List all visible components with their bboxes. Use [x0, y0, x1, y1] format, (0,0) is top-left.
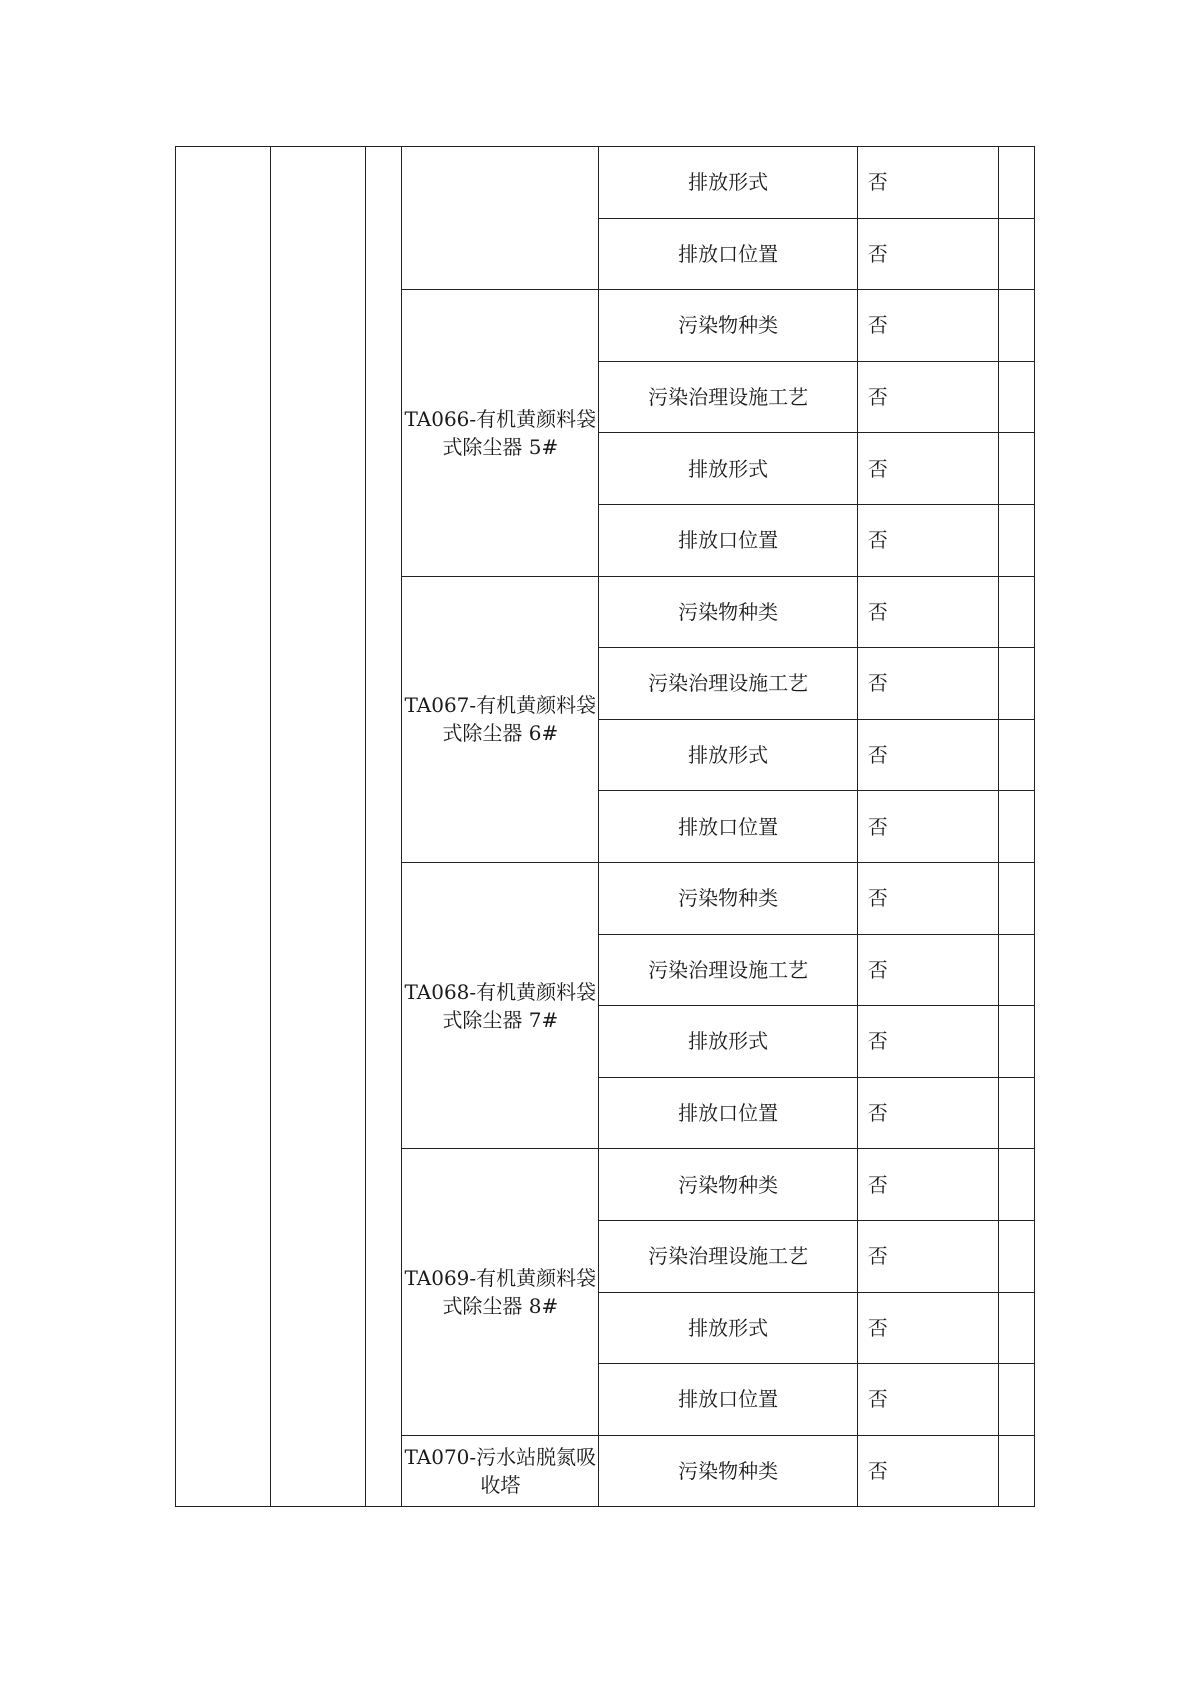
change-item-cell: 污染治理设施工艺 — [599, 1220, 857, 1292]
equipment-cell — [402, 147, 599, 290]
change-value-cell: 否 — [857, 1435, 998, 1507]
change-item-cell: 污染治理设施工艺 — [599, 361, 857, 433]
remark-cell — [998, 1220, 1034, 1292]
change-item-cell: 排放形式 — [599, 719, 857, 791]
change-item-cell: 排放形式 — [599, 1006, 857, 1078]
change-item-cell: 污染治理设施工艺 — [599, 648, 857, 720]
change-item-cell: 排放形式 — [599, 1292, 857, 1364]
change-value-cell: 否 — [857, 648, 998, 720]
change-item-cell: 污染物种类 — [599, 1149, 857, 1221]
change-value-cell: 否 — [857, 290, 998, 362]
change-value-cell: 否 — [857, 504, 998, 576]
change-items-table — [175, 146, 1035, 1507]
change-value-cell: 否 — [857, 218, 998, 290]
change-value-cell: 否 — [857, 1077, 998, 1149]
change-item-cell: 排放形式 — [599, 147, 857, 219]
remark-cell — [998, 1077, 1034, 1149]
remark-cell — [998, 1149, 1034, 1221]
remark-cell — [998, 719, 1034, 791]
change-value-cell: 否 — [857, 1364, 998, 1436]
remark-cell — [998, 1292, 1034, 1364]
remark-cell — [998, 1364, 1034, 1436]
remark-cell — [998, 147, 1034, 219]
change-item-cell: 污染物种类 — [599, 290, 857, 362]
change-value-cell: 否 — [857, 1220, 998, 1292]
change-value-cell: 否 — [857, 1006, 998, 1078]
equipment-cell: TA066-有机黄颜料袋式除尘器 5# — [402, 290, 599, 576]
change-item-cell: 排放形式 — [599, 433, 857, 505]
change-item-cell: 污染治理设施工艺 — [599, 934, 857, 1006]
remark-cell — [998, 862, 1034, 934]
change-value-cell: 否 — [857, 433, 998, 505]
change-item-cell: 排放口位置 — [599, 1364, 857, 1436]
equipment-cell: TA068-有机黄颜料袋式除尘器 7# — [402, 862, 599, 1148]
remark-cell — [998, 1435, 1034, 1507]
change-item-cell: 污染物种类 — [599, 1435, 857, 1507]
change-item-cell: 排放口位置 — [599, 791, 857, 863]
remark-cell — [998, 934, 1034, 1006]
remark-cell — [998, 648, 1034, 720]
equipment-cell: TA067-有机黄颜料袋式除尘器 6# — [402, 576, 599, 862]
remark-cell — [998, 504, 1034, 576]
remark-cell — [998, 433, 1034, 505]
change-item-cell: 排放口位置 — [599, 218, 857, 290]
change-item-cell: 排放口位置 — [599, 1077, 857, 1149]
equipment-cell: TA069-有机黄颜料袋式除尘器 8# — [402, 1149, 599, 1435]
subcategory-cell — [271, 147, 366, 1507]
remark-cell — [998, 218, 1034, 290]
index-cell — [366, 147, 402, 1507]
category-cell — [176, 147, 271, 1507]
table-body — [176, 147, 1035, 1507]
change-item-cell: 污染物种类 — [599, 576, 857, 648]
change-value-cell: 否 — [857, 719, 998, 791]
remark-cell — [998, 361, 1034, 433]
remark-cell — [998, 290, 1034, 362]
change-value-cell: 否 — [857, 862, 998, 934]
table-row — [176, 147, 1035, 219]
remark-cell — [998, 791, 1034, 863]
change-item-cell: 污染物种类 — [599, 862, 857, 934]
change-value-cell: 否 — [857, 934, 998, 1006]
remark-cell — [998, 576, 1034, 648]
remark-cell — [998, 1006, 1034, 1078]
change-item-cell: 排放口位置 — [599, 504, 857, 576]
change-value-cell: 否 — [857, 791, 998, 863]
change-value-cell: 否 — [857, 576, 998, 648]
change-value-cell: 否 — [857, 1149, 998, 1221]
change-value-cell: 否 — [857, 147, 998, 219]
equipment-cell: TA070-污水站脱氮吸收塔 — [402, 1435, 599, 1507]
change-value-cell: 否 — [857, 361, 998, 433]
change-value-cell: 否 — [857, 1292, 998, 1364]
